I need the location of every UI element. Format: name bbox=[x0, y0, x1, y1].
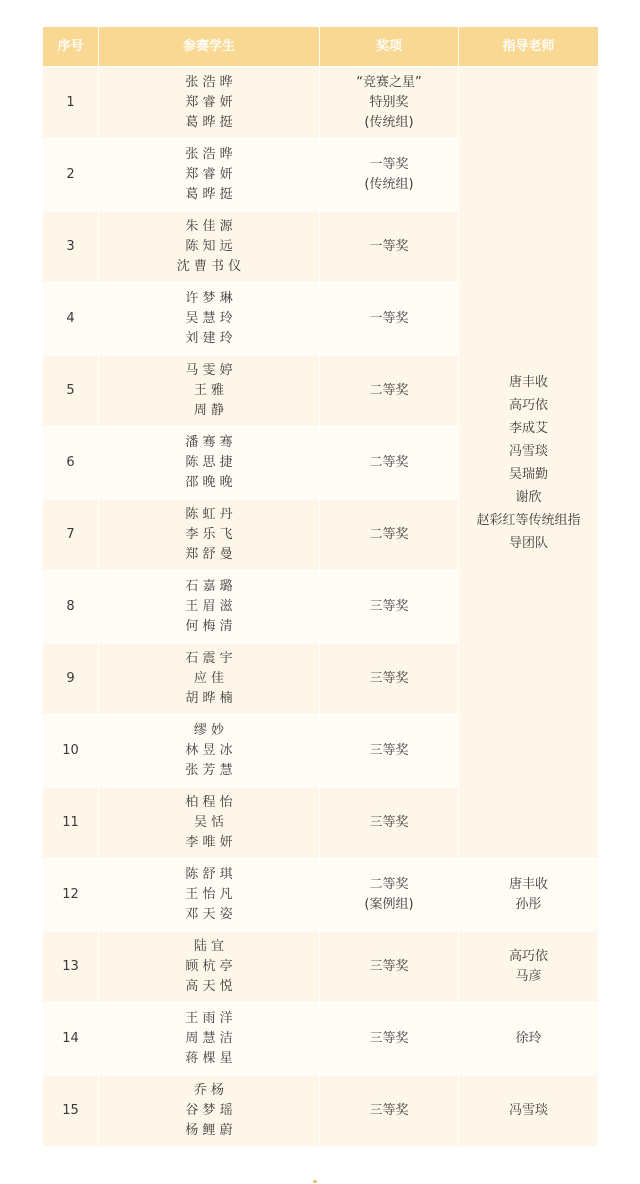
teacher-name: 冯雪琰 bbox=[508, 1102, 548, 1118]
award-cell bbox=[320, 1075, 459, 1147]
student-name: 胡 晔 楠 bbox=[185, 690, 233, 706]
students-cell bbox=[99, 571, 320, 643]
award-line: 三等奖 bbox=[369, 670, 409, 686]
student-name: 王 眉 滋 bbox=[185, 598, 233, 614]
student-name: 许 梦 琳 bbox=[185, 290, 233, 306]
student-name: 周 慧 洁 bbox=[185, 1030, 233, 1046]
student-name: 张 浩 晔 bbox=[185, 74, 233, 90]
table-row bbox=[43, 67, 599, 139]
row-number: 2 bbox=[43, 139, 99, 211]
students-cell bbox=[99, 859, 320, 931]
award-cell bbox=[320, 643, 459, 715]
header-no: 序号 bbox=[43, 27, 99, 67]
award-table bbox=[42, 26, 599, 1147]
row-number: 1 bbox=[43, 67, 99, 139]
award-line: 二等奖 bbox=[369, 454, 409, 470]
header-row bbox=[43, 27, 599, 67]
student-name: 杨 鲤 蔚 bbox=[185, 1122, 233, 1138]
teacher-name: 谢欣 bbox=[515, 489, 542, 505]
table-row bbox=[43, 1003, 599, 1075]
teacher-name: 唐丰收 bbox=[508, 876, 548, 892]
teacher-name: 高巧依 bbox=[508, 948, 548, 964]
teacher-name: 导团队 bbox=[508, 535, 548, 551]
shared-teachers-cell bbox=[459, 67, 599, 859]
students-cell bbox=[99, 283, 320, 355]
student-name: 葛 晔 挺 bbox=[185, 114, 233, 130]
row-number: 12 bbox=[43, 859, 99, 931]
student-name: 石 震 宇 bbox=[185, 650, 233, 666]
teachers-cell bbox=[459, 1003, 599, 1075]
award-line: (传统组) bbox=[364, 176, 414, 192]
student-name: 缪 妙 bbox=[193, 722, 225, 738]
teacher-name: 李成艾 bbox=[508, 420, 548, 436]
table-row bbox=[43, 859, 599, 931]
student-name: 陈 虹 丹 bbox=[185, 506, 233, 522]
table-row bbox=[43, 1075, 599, 1147]
award-cell bbox=[320, 499, 459, 571]
student-name: 何 梅 清 bbox=[185, 618, 233, 634]
award-line: 三等奖 bbox=[369, 742, 409, 758]
award-line: 三等奖 bbox=[369, 1030, 409, 1046]
row-number: 10 bbox=[43, 715, 99, 787]
award-line: (案例组) bbox=[364, 896, 414, 912]
teacher-name: 赵彩红等传统组指 bbox=[476, 512, 581, 528]
award-line: 一等奖 bbox=[369, 310, 409, 326]
student-name: 潘 骞 骞 bbox=[185, 434, 233, 450]
teacher-name: 孙彤 bbox=[515, 896, 542, 912]
award-cell bbox=[320, 427, 459, 499]
page-end-dot bbox=[313, 1180, 317, 1183]
header-teachers: 指导老师 bbox=[459, 27, 599, 67]
award-line: 二等奖 bbox=[369, 382, 409, 398]
students-cell bbox=[99, 139, 320, 211]
award-cell bbox=[320, 67, 459, 139]
students-cell bbox=[99, 1003, 320, 1075]
award-line: 二等奖 bbox=[369, 526, 409, 542]
award-cell bbox=[320, 1003, 459, 1075]
award-line: 一等奖 bbox=[369, 238, 409, 254]
students-cell bbox=[99, 499, 320, 571]
student-name: 张 浩 晔 bbox=[185, 146, 233, 162]
student-name: 朱 佳 源 bbox=[185, 218, 233, 234]
award-cell bbox=[320, 715, 459, 787]
teacher-name: 吴瑞勤 bbox=[508, 466, 548, 482]
award-cell bbox=[320, 859, 459, 931]
student-name: 陈 思 捷 bbox=[185, 454, 233, 470]
award-cell bbox=[320, 283, 459, 355]
award-cell bbox=[320, 571, 459, 643]
student-name: 应 佳 bbox=[193, 670, 225, 686]
students-cell bbox=[99, 1075, 320, 1147]
student-name: 沈 曹 书 仪 bbox=[176, 258, 242, 274]
student-name: 吴 慧 玲 bbox=[185, 310, 233, 326]
student-name: 马 雯 婷 bbox=[185, 362, 233, 378]
student-name: 刘 建 玲 bbox=[185, 330, 233, 346]
award-line: 三等奖 bbox=[369, 1102, 409, 1118]
teacher-name: 唐丰收 bbox=[508, 374, 548, 390]
student-name: 顾 杭 亭 bbox=[185, 958, 233, 974]
student-name: 王 雨 洋 bbox=[185, 1010, 233, 1026]
student-name: 郑 睿 妍 bbox=[185, 94, 233, 110]
student-name: 蒋 棵 星 bbox=[185, 1050, 233, 1066]
teacher-name: 高巧依 bbox=[508, 397, 548, 413]
row-number: 13 bbox=[43, 931, 99, 1003]
header-award: 奖项 bbox=[320, 27, 459, 67]
award-cell bbox=[320, 139, 459, 211]
student-name: 邵 晚 晚 bbox=[185, 474, 233, 490]
student-name: 陈 知 远 bbox=[185, 238, 233, 254]
row-number: 15 bbox=[43, 1075, 99, 1147]
teacher-name: 徐玲 bbox=[515, 1030, 542, 1046]
student-name: 张 芳 慧 bbox=[185, 762, 233, 778]
award-cell bbox=[320, 787, 459, 859]
award-cell bbox=[320, 355, 459, 427]
award-line: (传统组) bbox=[364, 114, 414, 130]
student-name: 王 雅 bbox=[193, 382, 225, 398]
award-line: “竞赛之星” bbox=[356, 74, 422, 90]
student-name: 葛 晔 挺 bbox=[185, 186, 233, 202]
table-row bbox=[43, 931, 599, 1003]
award-line: 三等奖 bbox=[369, 814, 409, 830]
students-cell bbox=[99, 787, 320, 859]
student-name: 李 唯 妍 bbox=[185, 834, 233, 850]
student-name: 王 怡 凡 bbox=[185, 886, 233, 902]
row-number: 3 bbox=[43, 211, 99, 283]
row-number: 8 bbox=[43, 571, 99, 643]
teacher-name: 冯雪琰 bbox=[508, 443, 548, 459]
award-cell bbox=[320, 211, 459, 283]
student-name: 乔 杨 bbox=[193, 1082, 225, 1098]
students-cell bbox=[99, 427, 320, 499]
award-line: 三等奖 bbox=[369, 598, 409, 614]
student-name: 柏 程 怡 bbox=[185, 794, 233, 810]
row-number: 4 bbox=[43, 283, 99, 355]
row-number: 7 bbox=[43, 499, 99, 571]
row-number: 11 bbox=[43, 787, 99, 859]
student-name: 石 嘉 璐 bbox=[185, 578, 233, 594]
students-cell bbox=[99, 67, 320, 139]
teachers-cell bbox=[459, 859, 599, 931]
student-name: 高 天 悦 bbox=[185, 978, 233, 994]
award-cell bbox=[320, 931, 459, 1003]
student-name: 林 昱 冰 bbox=[185, 742, 233, 758]
student-name: 邓 天 姿 bbox=[185, 906, 233, 922]
students-cell bbox=[99, 715, 320, 787]
row-number: 6 bbox=[43, 427, 99, 499]
row-number: 5 bbox=[43, 355, 99, 427]
students-cell bbox=[99, 643, 320, 715]
student-name: 郑 睿 妍 bbox=[185, 166, 233, 182]
row-number: 14 bbox=[43, 1003, 99, 1075]
award-line: 特别奖 bbox=[369, 94, 409, 110]
student-name: 吴 恬 bbox=[193, 814, 225, 830]
award-line: 一等奖 bbox=[369, 156, 409, 172]
students-cell bbox=[99, 211, 320, 283]
teacher-name: 马彦 bbox=[515, 968, 542, 984]
award-line: 三等奖 bbox=[369, 958, 409, 974]
teachers-cell bbox=[459, 931, 599, 1003]
student-name: 谷 梦 瑶 bbox=[185, 1102, 233, 1118]
student-name: 郑 舒 曼 bbox=[185, 546, 233, 562]
row-number: 9 bbox=[43, 643, 99, 715]
header-students: 参赛学生 bbox=[99, 27, 320, 67]
students-cell bbox=[99, 355, 320, 427]
student-name: 陈 舒 琪 bbox=[185, 866, 233, 882]
student-name: 李 乐 飞 bbox=[185, 526, 233, 542]
award-line: 二等奖 bbox=[369, 876, 409, 892]
teachers-cell bbox=[459, 1075, 599, 1147]
students-cell bbox=[99, 931, 320, 1003]
student-name: 周 静 bbox=[193, 402, 225, 418]
student-name: 陆 宜 bbox=[193, 938, 225, 954]
